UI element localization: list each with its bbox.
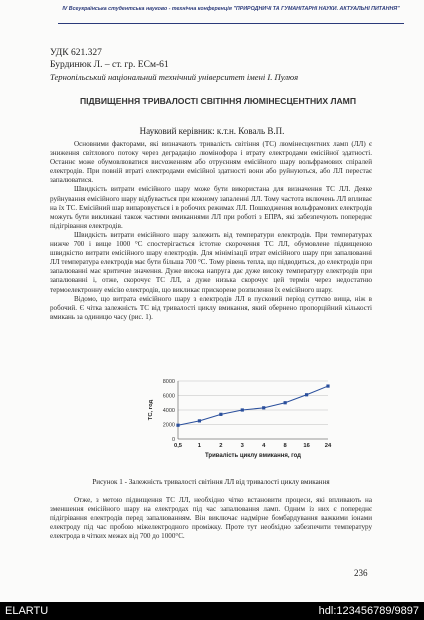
data-point <box>219 413 222 416</box>
footer-bar <box>0 602 424 620</box>
x-tick-label: 16 <box>303 443 310 449</box>
x-tick-label: 2 <box>219 443 223 449</box>
x-tick-label: 1 <box>197 443 202 449</box>
data-point <box>262 406 265 409</box>
article-title: ПІДВИЩЕННЯ ТРИВАЛОСТІ СВІТІННЯ ЛЮМІНЕСЦЕНТНИХ ЛАМП <box>79 96 357 106</box>
data-point <box>241 408 244 411</box>
conference-header: IV Всеукраїнська студентська науково - технічна конференція "ПРИРОДНИЧІ ТА ГУМАНІТАРНІ НАУКИ. АКТУАЛЬНІ ПИТАННЯ" <box>62 6 400 12</box>
paragraph: Швидкість витрати емісійного шару може бути використана для визначення ТС ЛЛ. Деяке руйнування емісійного шару відбувається при кожному запаленні ЛЛ. Тому частота включень ЛЛ впливає на їх ТС. Емісійний шар випаровується і в робочих режимах ЛЛ. Пошкодження вольфрамових електродів можуть бути викликані також частими вмиканнями ЛЛ при роботі з ЕПРА, які забезпечують попереднє підігрівання електродів. <box>50 185 372 230</box>
paragraph: Основними факторами, які визначають тривалість світіння (ТС) люмінесцентних ламп (ЛЛ) є зниження світлового потоку через деградацію люмінофора і втрату електродами емісійної здатності. Останнє може обумовлюватися висναженням або отруєнням емісійного шару вольфрамових спіралей електродів. При повній втраті електродами емісійної здатності вони або руйнуються, або ЛЛ перестає запалюватися. <box>50 140 372 185</box>
data-point <box>198 419 201 422</box>
y-tick-label: 8000 <box>162 379 175 385</box>
x-tick-label: 0,5 <box>173 443 183 449</box>
authors: Бурдинюк Л. – ст. гр. ЕСм-61 <box>50 60 169 70</box>
body-text-2 <box>50 496 372 541</box>
y-tick-label: 4000 <box>162 408 175 414</box>
y-tick-label: 6000 <box>162 393 175 400</box>
paragraph: Швидкість витрати емісійного шару залежить від температури електродів. При температурах нижче 700 і вище 1000 °С спостерігається істотне скорочення ТС ЛЛ, обумовлене підвищеною швидкістю витрати емісійного шару електродів. Для мінімізації втрат емісійного шару при запалюванні ЛЛ температура електродів має бути більша 700 °С. Тому рівень тепла, що підводиться, до електродів при запалюванні має критичне значення. Дуже висока напруга дає дуже високу температуру електродів при запалюванні і, отже, скорочує ТС ЛЛ, а дуже низька скорочує цей термін через недостатню термоелектронну емісію електродів, що викликає прискорене розпилення їх емісійного шару. <box>50 230 372 294</box>
paragraph: Отже, з метою підвищення ТС ЛЛ, необхідно чітко встановити процеси, які впливають на зменшення емісійного шару на електродах під час запалювання ламп. Одним із них є попереднє підігрівання електродів перед запалюванням. Він виключає надмірне бомбардування важкими іонами електроду під час пробою міжелектродного проміжку. Проте тут необхідно забезпечити температуру електрода в чітких межах від 700 до 1000°С. <box>50 496 372 541</box>
x-tick-label: 24 <box>324 443 332 449</box>
header-rule <box>58 23 404 24</box>
data-point <box>326 384 329 387</box>
data-point <box>284 401 287 404</box>
x-tick-label: 4 <box>262 443 266 449</box>
x-axis-label: Тривалість циклу вмикання, год <box>204 453 302 459</box>
data-point <box>176 424 179 427</box>
y-tick-label: 2000 <box>162 422 175 429</box>
footer-left: ELARTU <box>5 605 49 617</box>
data-point <box>305 393 308 396</box>
x-tick-label: 8 <box>283 443 287 449</box>
affiliation: Тернопільський національний технічний університет імені І. Пулюя <box>50 72 299 82</box>
figure-caption: Рисунок 1 - Залежність тривалості світіння ЛЛ від тривалості циклу вмикання <box>92 478 330 486</box>
x-tick-label: 3 <box>240 443 244 449</box>
figure-chart <box>140 375 340 465</box>
chart-svg <box>140 375 340 465</box>
paragraph: Відомо, що витрата емісійного шару з електродів ЛЛ в пусковий період суттєво вища, ніж в робочий. Є чітка залежність ТС від тривалості циклу вмикання, який обернено пропорційний кількості вмикань за одиницю часу (рис. 1). <box>50 294 372 321</box>
body-text <box>50 140 372 322</box>
udc-code: УДК 621.327 <box>50 48 102 58</box>
y-tick-label: 0 <box>171 437 175 443</box>
page-number: 236 <box>354 568 368 578</box>
supervisor: Науковий керівник: к.т.н. Коваль В.П. <box>139 126 285 136</box>
y-axis-label: ТС, год <box>148 399 154 421</box>
footer-handle: hdl:123456789/9897 <box>318 605 419 617</box>
